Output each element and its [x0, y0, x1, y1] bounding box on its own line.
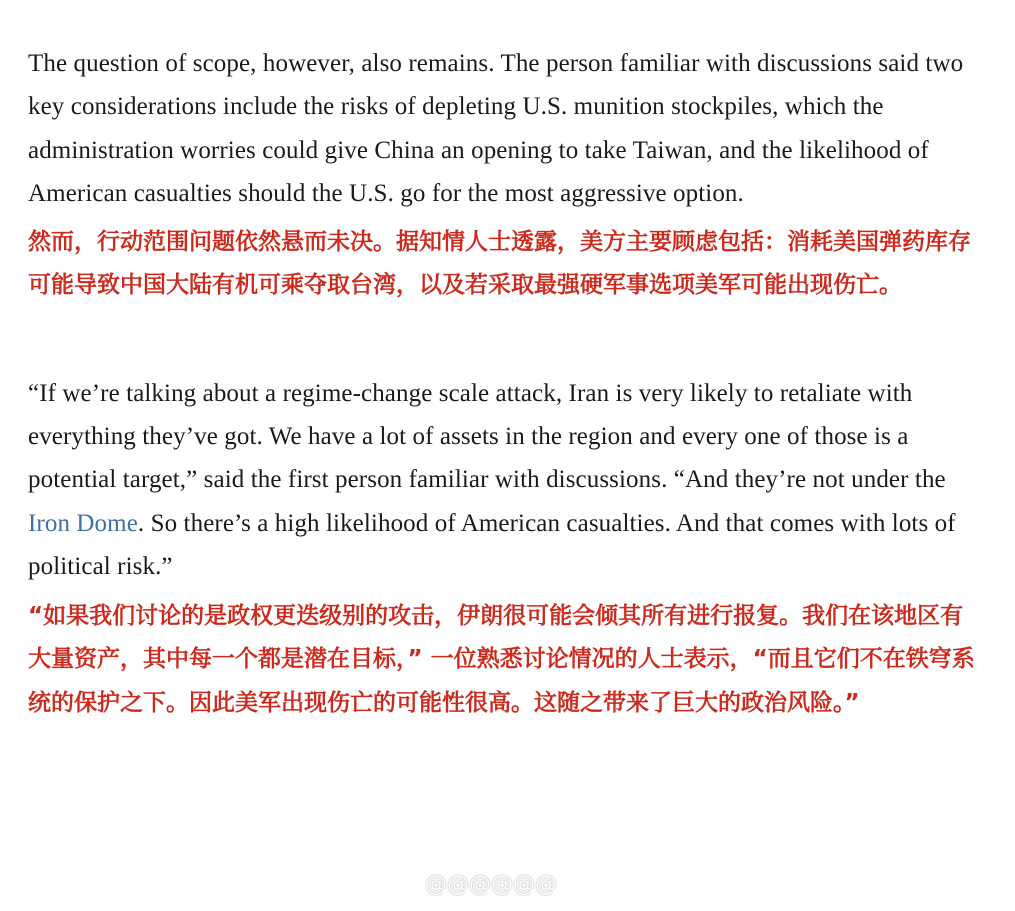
article-body: [28, 42, 983, 725]
chinese-translation-quote: “如果我们讨论的是政权更迭级别的攻击，伊朗很可能会倾其所有进行报复。我们在该地区有大量资产，其中每一个都是潜在目标，” 一位熟悉讨论情况的人士表示，“而且它们不在铁穹系统的保护之下。因此美军出现伤亡的可能性很高。这随之带来了巨大的政治风险。”: [28, 602, 975, 716]
chinese-translation-scope: 然而，行动范围问题依然悬而未决。据知情人士透露，美方主要顾虑包括：消耗美国弹药库存可能导致中国大陆有机可乘夺取台湾，以及若采取最强硬军事选项美军可能出现伤亡。: [28, 228, 971, 299]
english-paragraph-quote: [28, 372, 983, 589]
watermark: @@@@@@: [425, 872, 557, 897]
english-paragraph-scope: The question of scope, however, also remains. The person familiar with discussions said two key considerations include the risks of depleting U.S. munition stockpiles, which the administration worries could give China an opening to take Taiwan, and the likelihood of American casualties should the U.S. go for the most aggressive option.: [28, 50, 964, 208]
quote-text-after-link: . So there’s a high likelihood of American casualties. And that comes with lots of political risk.”: [28, 509, 956, 581]
iron-dome-link[interactable]: Iron Dome: [28, 509, 138, 537]
quote-text-before-link: “If we’re talking about a regime-change scale attack, Iran is very likely to retaliate with everything they’ve got. We have a lot of assets in the region and every one of those is a potential target,” said the first person familiar with discussions. “And they’re not under the: [28, 379, 946, 494]
